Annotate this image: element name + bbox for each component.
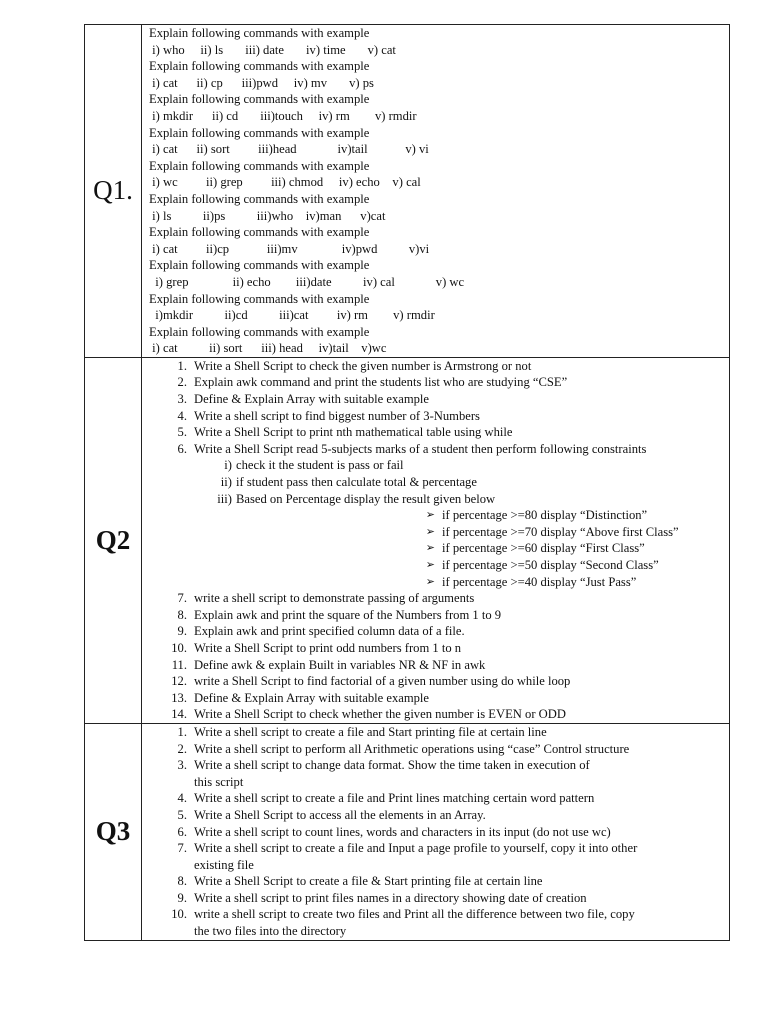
bullet-item (142, 540, 729, 557)
bullet-item-text: if percentage >=80 display “Distinction” (442, 508, 648, 523)
sub-list-item-number: ii) (220, 475, 232, 490)
q3-content-cell (142, 723, 730, 940)
list-item (142, 790, 729, 807)
sub-list-item-text: if student pass then calculate total & percentage (236, 475, 477, 490)
list-item (142, 590, 729, 607)
list-item (142, 873, 729, 890)
sub-list-item (142, 457, 729, 474)
list-item (142, 673, 729, 690)
bullet-item (142, 574, 729, 591)
list-item (142, 824, 729, 841)
q2-row (85, 357, 730, 723)
arrow-bullet-icon: ➢ (425, 559, 435, 571)
q3-label: Q3 (95, 816, 131, 847)
q1-group-commands: i) cat ii) sort iii)head iv)tail v) vi (149, 142, 429, 157)
bullet-item (142, 507, 729, 524)
q1-group-commands: i) cat ii) sort iii) head iv)tail v)wc (149, 341, 387, 356)
list-item (142, 906, 729, 923)
list-item-text: Write a shell script to create a file and Print lines matching certain word pattern (194, 791, 595, 806)
list-item-text: Write a shell script to create a file and Input a page profile to yourself, copy it into other (194, 841, 638, 856)
q1-group-commands: i) who ii) ls iii) date iv) time v) cat (149, 42, 396, 57)
list-item (142, 741, 729, 758)
q1-group-heading: Explain following commands with example (149, 92, 370, 107)
sub-list-item (142, 474, 729, 491)
list-item-number: 4. (177, 408, 187, 423)
list-item-continuation: this script (194, 774, 244, 789)
list-item-number: 12. (171, 674, 187, 689)
list-item-text: Write a shell script to find biggest number of 3-Numbers (194, 408, 480, 423)
q1-group-heading: Explain following commands with example (149, 158, 370, 173)
sub-list-item-text: Based on Percentage display the result given below (236, 491, 496, 506)
list-item-number: 1. (177, 358, 187, 373)
list-item (142, 690, 729, 707)
q2-content-cell (142, 357, 730, 723)
q1-group-commands: i) cat ii) cp iii)pwd iv) mv v) ps (149, 75, 374, 90)
list-item-number: 11. (171, 657, 187, 672)
list-item-text: Define & Explain Array with suitable example (194, 690, 430, 705)
q1-group-commands: i) grep ii) echo iii)date iv) cal v) wc (149, 274, 465, 289)
q1-group-heading: Explain following commands with example (149, 225, 370, 240)
q1-label: Q1. (93, 175, 133, 206)
list-item-text: Write a shell script to print files names in a directory showing date of creation (194, 890, 587, 905)
list-item-text: Explain awk and print the square of the Numbers from 1 to 9 (194, 607, 502, 622)
list-item-number: 8. (177, 607, 187, 622)
list-item-text: write a shell script to demonstrate passing of arguments (194, 591, 475, 606)
list-item-number: 4. (177, 791, 187, 806)
q1-group-heading: Explain following commands with example (149, 324, 370, 339)
list-item-text: Write a Shell Script to check whether the given number is EVEN or ODD (194, 707, 566, 722)
q1-group-heading: Explain following commands with example (149, 125, 370, 140)
list-item (142, 657, 729, 674)
q1-group-heading: Explain following commands with example (149, 26, 370, 40)
list-item-text: Write a shell script to count lines, words and characters in its input (do not use wc) (194, 824, 611, 839)
q1-content-cell (142, 25, 730, 358)
list-item (142, 441, 729, 458)
q1-group-heading: Explain following commands with example (149, 59, 370, 74)
list-item-number: 8. (177, 874, 187, 889)
list-item-text: Write a Shell Script read 5-subjects marks of a student then perform following constraints (194, 441, 647, 456)
q1-command-groups (142, 25, 729, 357)
sub-list-item-number: i) (224, 458, 232, 473)
list-item-text: Write a Shell Script to check the given number is Armstrong or not (194, 358, 532, 373)
bullet-item (142, 557, 729, 574)
q1-group-heading: Explain following commands with example (149, 258, 370, 273)
q1-label-cell (85, 25, 142, 358)
list-item-number: 2. (177, 375, 187, 390)
q2-label: Q2 (95, 524, 131, 555)
list-item-continuation: existing file (194, 857, 254, 872)
bullet-item (142, 524, 729, 541)
q3-label-cell (85, 723, 142, 940)
sub-list-item-text: check it the student is pass or fail (236, 458, 404, 473)
arrow-bullet-icon: ➢ (425, 542, 435, 555)
list-item (142, 424, 729, 441)
list-item (142, 890, 729, 907)
list-item (142, 607, 729, 624)
list-item-number: 9. (177, 624, 187, 639)
list-item-text: Write a shell script to change data format. Show the time taken in execution of (194, 758, 590, 773)
list-item-text: write a shell script to create two files and Print all the difference between two file, copy (194, 907, 635, 922)
sub-list-item-number: iii) (217, 491, 232, 506)
list-item (142, 757, 729, 774)
q1-group-commands: i) ls ii)ps iii)who iv)man v)cat (149, 208, 386, 223)
list-item-text: Write a Shell Script to access all the elements in an Array. (194, 807, 486, 822)
bullet-item-text: if percentage >=50 display “Second Class” (442, 558, 659, 572)
list-item-number: 9. (177, 890, 187, 905)
q1-group-commands: i) cat ii)cp iii)mv iv)pwd v)vi (149, 241, 430, 256)
arrow-bullet-icon: ➢ (425, 509, 435, 522)
list-item (142, 623, 729, 640)
list-item-text: Write a shell script to create a file and Start printing file at certain line (194, 724, 547, 739)
list-item-text: Explain awk command and print the students list who are studying “CSE” (194, 375, 568, 390)
sub-list-item (142, 491, 729, 508)
q1-group-commands: i) wc ii) grep iii) chmod iv) echo v) cal (149, 175, 421, 190)
arrow-bullet-icon: ➢ (425, 575, 435, 588)
bullet-item-text: if percentage >=40 display “Just Pass” (442, 574, 637, 589)
list-item-text: Write a Shell Script to create a file & Start printing file at certain line (194, 874, 543, 889)
list-item (142, 374, 729, 391)
bullet-item-text: if percentage >=60 display “First Class” (442, 541, 645, 556)
list-item-number: 14. (171, 707, 187, 722)
list-item-number: 13. (171, 690, 187, 705)
bullet-item-text: if percentage >=70 display “Above first Class” (442, 524, 679, 539)
q3-row (85, 723, 730, 940)
list-item-number: 6. (177, 441, 187, 456)
list-item-continuation: the two files into the directory (194, 924, 347, 939)
list-item-text: Write a Shell Script to print odd numbers from 1 to n (194, 640, 462, 655)
question-table (84, 24, 730, 941)
list-item-text: Write a Shell Script to print nth mathematical table using while (194, 425, 513, 440)
q3-question-list (142, 724, 729, 940)
list-item (142, 724, 729, 741)
q1-group-commands: i)mkdir ii)cd iii)cat iv) rm v) rmdir (149, 308, 435, 323)
list-item-number: 10. (171, 907, 187, 922)
list-item (142, 807, 729, 824)
list-item-text: write a Shell Script to find factorial of a given number using do while loop (194, 674, 571, 689)
list-item-text: Define & Explain Array with suitable example (194, 392, 430, 407)
q2-label-cell (85, 357, 142, 723)
list-item (142, 408, 729, 425)
list-item (142, 358, 729, 375)
list-item-text: Write a shell script to perform all Arithmetic operations using “case” Control structure (194, 741, 630, 756)
q1-group-commands: i) mkdir ii) cd iii)touch iv) rm v) rmdir (149, 108, 417, 123)
q1-group-heading: Explain following commands with example (149, 191, 370, 206)
q2-question-list (142, 358, 729, 723)
list-item-number: 3. (177, 758, 187, 773)
list-item (142, 640, 729, 657)
q1-row (85, 25, 730, 358)
list-item (142, 391, 729, 408)
list-item-number: 10. (171, 640, 187, 655)
list-item-number: 7. (177, 841, 187, 856)
list-item-number: 7. (177, 591, 187, 606)
list-item-number: 5. (177, 807, 187, 822)
q1-group-heading: Explain following commands with example (149, 291, 370, 306)
list-item-number: 3. (177, 392, 187, 407)
list-item-number: 5. (177, 425, 187, 440)
list-item-number: 2. (177, 741, 187, 756)
list-item-text: Explain awk and print specified column data of a file. (194, 624, 465, 639)
list-item (142, 706, 729, 723)
list-item-text: Define awk & explain Built in variables NR & NF in awk (194, 657, 486, 672)
arrow-bullet-icon: ➢ (425, 525, 435, 538)
list-item-number: 1. (177, 724, 187, 739)
list-item (142, 840, 729, 857)
list-item-number: 6. (177, 824, 187, 839)
